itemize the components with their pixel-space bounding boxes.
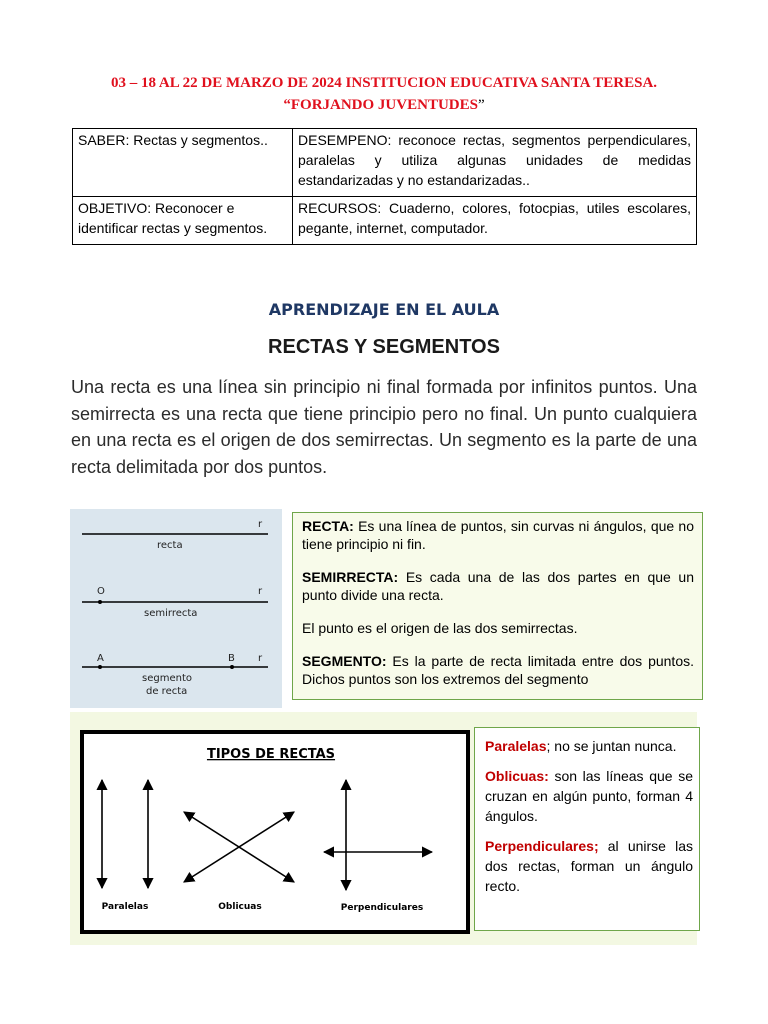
info-table — [72, 128, 697, 245]
paralelas-caption: Paralelas — [101, 902, 149, 912]
header-line-2 — [0, 94, 768, 116]
table-row — [73, 129, 697, 197]
paralelas-definition — [485, 736, 693, 756]
objetivo-cell: OBJETIVO: Reconocer e identificar rectas y segmentos. — [73, 197, 293, 245]
saber-cell: SABER: Rectas y segmentos.. — [73, 129, 293, 197]
recta-text: Es una línea de puntos, sin curvas ni ángulos, que no tiene principio ni fin. — [302, 518, 694, 552]
paralelas-term: Paralelas — [485, 738, 547, 754]
line-types-diagram — [80, 730, 470, 934]
recta-term: RECTA: — [302, 518, 354, 534]
oblicuas-term: Oblicuas: — [485, 768, 549, 784]
perpendiculares-definition — [485, 836, 693, 896]
lines-diagram-svg — [70, 509, 282, 708]
semirrecta-definition — [302, 568, 694, 604]
oblicuas-text: son las líneas que se cruzan en algún punto, forman 4 ángulos. — [485, 768, 693, 824]
origin-o-label: O — [97, 586, 105, 597]
header-open-quote: “ — [283, 97, 291, 113]
definitions-box — [292, 512, 703, 700]
line-types-box — [474, 727, 700, 931]
header-close-quote: ” — [477, 97, 485, 113]
paralelas-text: ; no se juntan nunca. — [546, 738, 677, 754]
header-line-1: 03 – 18 AL 22 DE MARZO DE 2024 INSTITUCION EDUCATIVA SANTA TERESA. — [110, 75, 658, 91]
segmento-label-1: segmento — [142, 673, 192, 684]
section-title: APRENDIZAJE EN EL AULA — [268, 300, 500, 319]
semirrecta-text: Es cada una de las dos partes en que un punto divide una recta. — [302, 569, 694, 603]
recta-definition — [302, 517, 694, 553]
line-types-title: TIPOS DE RECTAS — [206, 747, 336, 762]
segmento-definition — [302, 652, 694, 688]
recta-label: recta — [157, 540, 183, 551]
origin-point — [98, 600, 102, 604]
segmento-term: SEGMENTO: — [302, 653, 387, 669]
segmento-r-label: r — [258, 653, 263, 664]
perpendiculares-term: Perpendiculares; — [485, 838, 599, 854]
semirrecta-term: SEMIRRECTA: — [302, 569, 399, 585]
semirrecta-r-label: r — [258, 586, 263, 597]
point-a — [98, 665, 102, 669]
point-b — [230, 665, 234, 669]
point-b-label: B — [228, 653, 235, 664]
recta-r-label: r — [258, 519, 263, 530]
topic-title: RECTAS Y SEGMENTOS — [268, 336, 500, 358]
table-row — [73, 197, 697, 245]
lines-diagram — [70, 509, 282, 708]
point-a-label: A — [97, 653, 104, 664]
perpendiculares-text: al unirse las dos rectas, forman un ángulo recto. — [485, 838, 693, 894]
intro-paragraph: Una recta es una línea sin principio ni final formada por infinitos puntos. Una semirrecta es una recta que tiene principio pero no final. Un punto cualquiera en una recta es el origen de dos semirrectas. Un segmento es la parte de una recta delimitada por dos puntos. — [71, 377, 697, 477]
perpendiculares-caption: Perpendiculares — [340, 903, 424, 913]
desempeno-cell: DESEMPENO: reconoce rectas, segmentos perpendiculares, paralelas y utiliza algunas unidades de medidas estandarizadas y no estandarizadas.. — [293, 129, 697, 197]
header-motto: FORJANDO JUVENTUDES — [290, 97, 478, 113]
segmento-label-2: de recta — [146, 686, 188, 697]
recursos-cell: RECURSOS: Cuaderno, colores, fotocpias, utiles escolares, pegante, internet, computador. — [293, 197, 697, 245]
oblicuas-caption: Oblicuas — [218, 902, 262, 912]
line-types-svg — [84, 734, 466, 930]
oblicuas-definition — [485, 766, 693, 826]
segmento-text: Es la parte de recta limitada entre dos puntos. Dichos puntos son los extremos del segmento — [302, 653, 694, 687]
punto-definition: El punto es el origen de las dos semirrectas. — [302, 620, 578, 636]
semirrecta-label: semirrecta — [144, 608, 198, 619]
document-header — [0, 72, 768, 116]
